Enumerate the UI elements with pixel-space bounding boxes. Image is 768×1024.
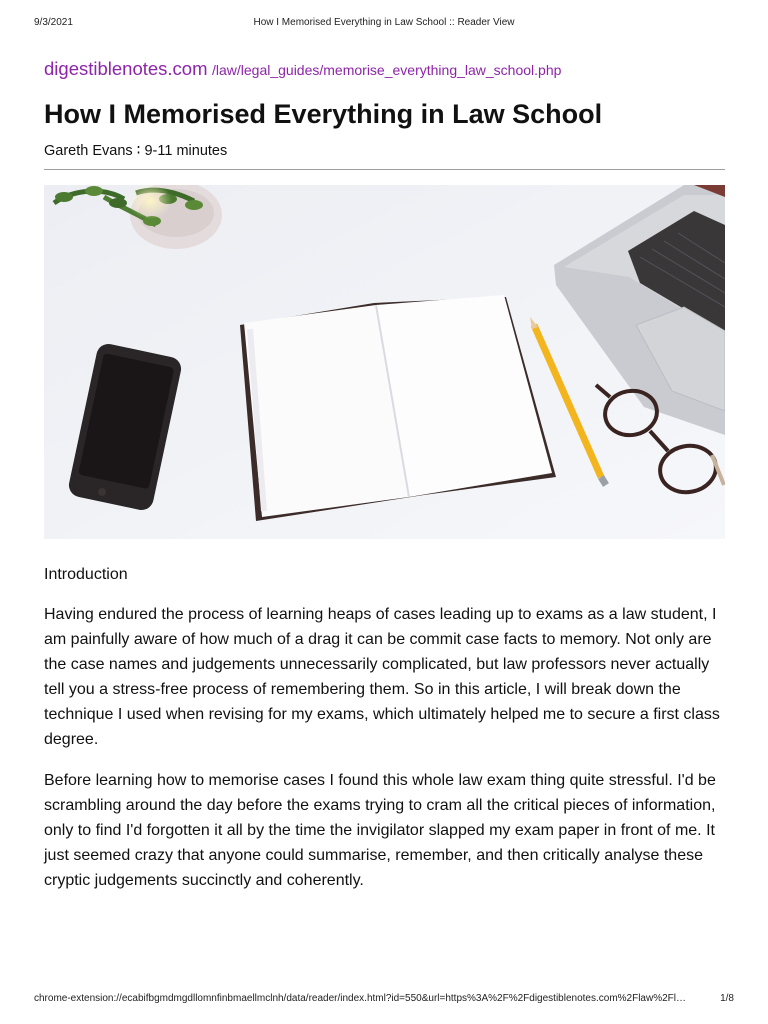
print-header [0, 17, 768, 31]
hero-image [44, 185, 725, 539]
print-page-title: How I Memorised Everything in Law School :: Reader View [253, 17, 515, 28]
title-divider [44, 169, 725, 170]
print-page-number: 1/8 [720, 993, 734, 1004]
paragraph-1: Having endured the process of learning heaps of cases leading up to exams as a law student, I am painfully aware of how much of a drag it can be commit case facts to memory. Not only are the case names and judgements unnecessarily complicated, but law professors never actually tell you a stress-free process of remembering them. So in this article, I will break down the technique I used when revising for my exams, which ultimately helped me to secure a first class degree. [44, 606, 720, 748]
reader-article [44, 58, 725, 909]
article-title: How I Memorised Everything in Law School [44, 99, 603, 129]
article-source[interactable] [44, 58, 725, 86]
article-byline: Gareth Evans ∶ 9-11 minutes [44, 143, 228, 159]
source-domain-link[interactable]: digestiblenotes.com [44, 58, 208, 79]
section-heading: Introduction [44, 566, 128, 583]
print-date: 9/3/2021 [34, 17, 73, 28]
paragraph-2: Before learning how to memorise cases I found this whole law exam thing quite stressful. I'd be scrambling around the day before the exams trying to cram all the critical pieces of information, only to find I'd forgotten it all by the time the invigilator slapped my exam paper in front of me. It just seemed crazy that anyone could summarise, remember, and then critically analyse these cryptic judgements succinctly and coherently. [44, 772, 716, 889]
source-path-link[interactable]: /law/legal_guides/memorise_everything_law_school.php [211, 62, 562, 78]
print-url: chrome-extension://ecabifbgmdmgdllomnfinbmaellmclnh/data/reader/index.html?id=550&url=https%3A%2F%2Fdigestiblenotes.com%2Flaw%2Fl… [34, 993, 686, 1004]
